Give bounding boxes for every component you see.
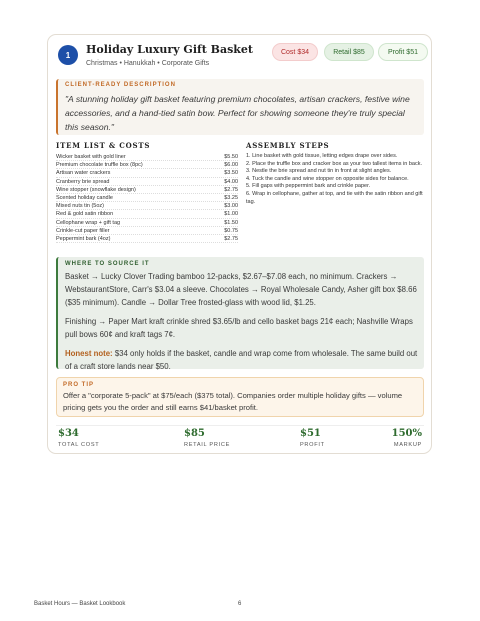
pricing-summary — [56, 425, 424, 451]
list-item — [56, 235, 238, 243]
profit-stat — [300, 428, 325, 448]
item-price: $4.00 — [224, 178, 238, 185]
item-price: $2.75 — [224, 186, 238, 193]
item-price: $3.00 — [224, 203, 238, 210]
sourcing-section — [56, 257, 424, 369]
step-item: 5. Fill gaps with peppermint bark and crinkle paper. — [246, 183, 371, 190]
step-item: 1. Line basket with gold tissue, letting edges drape over sides. — [246, 153, 398, 159]
card-header — [56, 40, 423, 76]
total-cost-value: $34 — [58, 428, 79, 439]
list-item — [56, 194, 238, 202]
profit-pill: Profit $51 — [378, 43, 428, 61]
page-number: 6 — [238, 601, 242, 607]
item-price: $2.75 — [224, 235, 238, 242]
number-badge: 1 — [58, 45, 78, 65]
item-name: Crinkle-cut paper filler — [56, 227, 110, 234]
list-item — [56, 227, 238, 235]
profit-value: $51 — [300, 428, 321, 439]
description-text: "A stunning holiday gift basket featuring premium chocolates, artisan crackers, festive wine accessories, and a hand-tied satin bow. Perfect for showing someone they're truly special this season." — [65, 94, 410, 132]
pro-tip-heading: PRO TIP — [63, 382, 95, 388]
item-name: Wicker basket with gold liner — [56, 154, 126, 160]
pro-tip-text: Offer a "corporate 5-pack" at $75/each ($375 total). Companies order multiple holiday gifts — volume pricing gets you the order and still earns $41/basket profit. — [63, 391, 403, 412]
total-cost-stat — [58, 428, 99, 448]
total-cost-label: TOTAL COST — [58, 442, 100, 448]
client-description — [56, 79, 424, 135]
item-name: Scented holiday candle — [56, 194, 113, 201]
item-price: $3.50 — [224, 170, 238, 177]
list-item — [56, 153, 238, 161]
cost-pill: Cost $34 — [272, 43, 318, 61]
item-name: Premium chocolate truffle box (8pc) — [56, 162, 143, 169]
item-name: Artisan water crackers — [56, 170, 111, 177]
item-price: $0.75 — [224, 227, 238, 234]
honest-note-label: Honest note: — [65, 349, 113, 358]
honest-note — [65, 347, 418, 373]
list-item — [56, 161, 238, 169]
item-name: Cranberry brie spread — [56, 178, 110, 185]
item-price: $6.00 — [224, 162, 238, 169]
item-list — [56, 153, 238, 243]
retail-price-value: $85 — [184, 428, 205, 439]
step-item: 2. Place the truffle box and cracker box as your two tallest items in back. — [246, 160, 422, 167]
list-item — [56, 210, 238, 218]
list-item — [56, 219, 238, 227]
markup-value: 150% — [391, 428, 422, 439]
step-item: 3. Nestle the brie spread and nut tin in front at slight angles. — [246, 168, 392, 175]
item-price: $5.50 — [224, 154, 238, 160]
step-item: 4. Tuck the candle and wine stopper on opposite sides for balance. — [246, 175, 409, 182]
recipe-card — [47, 34, 432, 454]
item-name: Cellophane wrap + gift tag — [56, 219, 121, 226]
basket-title: Holiday Luxury Gift Basket — [86, 43, 253, 56]
list-item — [56, 178, 238, 186]
retail-price-stat — [184, 428, 230, 448]
list-item — [56, 169, 238, 177]
occasion-subtitle: Christmas • Hanukkah • Corporate Gifts — [86, 60, 210, 67]
item-price: $1.50 — [224, 219, 238, 226]
markup-label: MARKUP — [393, 442, 422, 448]
item-list-heading: ITEM LIST & COSTS — [56, 141, 151, 150]
item-name: Peppermint bark (4oz) — [56, 235, 111, 242]
item-price: $1.00 — [224, 211, 238, 218]
sourcing-paragraph: Basket → Lucky Clover Trading bamboo 12-packs, $2.67–$7.08 each, no minimum. Crackers → WebstaurantStore, Carr's $3.04 a sleeve. Chocolates → Royal Wholesale Candy, Asher gift box $8.66 ($35 minimum). Candle → Dollar Tree frosted-glass with wood lid, $1.25. — [65, 272, 417, 307]
honest-note-text: $34 only holds if the basket, candle and wrap come from wholesale. The same build out of a craft store lands near $50. — [65, 349, 418, 371]
list-item — [56, 186, 238, 194]
assembly-steps — [246, 153, 426, 206]
step-item: 6. Wrap in cellophane, gather at top, and tie with the satin ribbon and gift tag. — [246, 190, 423, 205]
profit-label: PROFIT — [300, 442, 325, 448]
description-heading: CLIENT-READY DESCRIPTION — [65, 82, 176, 88]
sourcing-heading: WHERE TO SOURCE IT — [65, 261, 150, 267]
footer-title: Basket Hours — Basket Lookbook — [34, 601, 126, 607]
item-name: Wine stopper (snowflake design) — [56, 186, 136, 193]
item-price: $3.25 — [224, 194, 238, 201]
list-item — [56, 202, 238, 210]
pro-tip — [56, 377, 424, 417]
item-name: Mixed nuts tin (5oz) — [56, 203, 104, 210]
retail-pill: Retail $85 — [324, 43, 374, 61]
finishing-paragraph: Finishing → Paper Mart kraft crinkle shred $3.65/lb and cello basket bags 21¢ each; Nashville Wraps pull bows 60¢ and kraft tags 7¢. — [65, 317, 413, 339]
item-name: Red & gold satin ribbon — [56, 211, 114, 218]
markup-stat — [392, 428, 422, 448]
assembly-steps-heading: ASSEMBLY STEPS — [246, 141, 330, 150]
retail-price-label: RETAIL PRICE — [184, 442, 231, 448]
